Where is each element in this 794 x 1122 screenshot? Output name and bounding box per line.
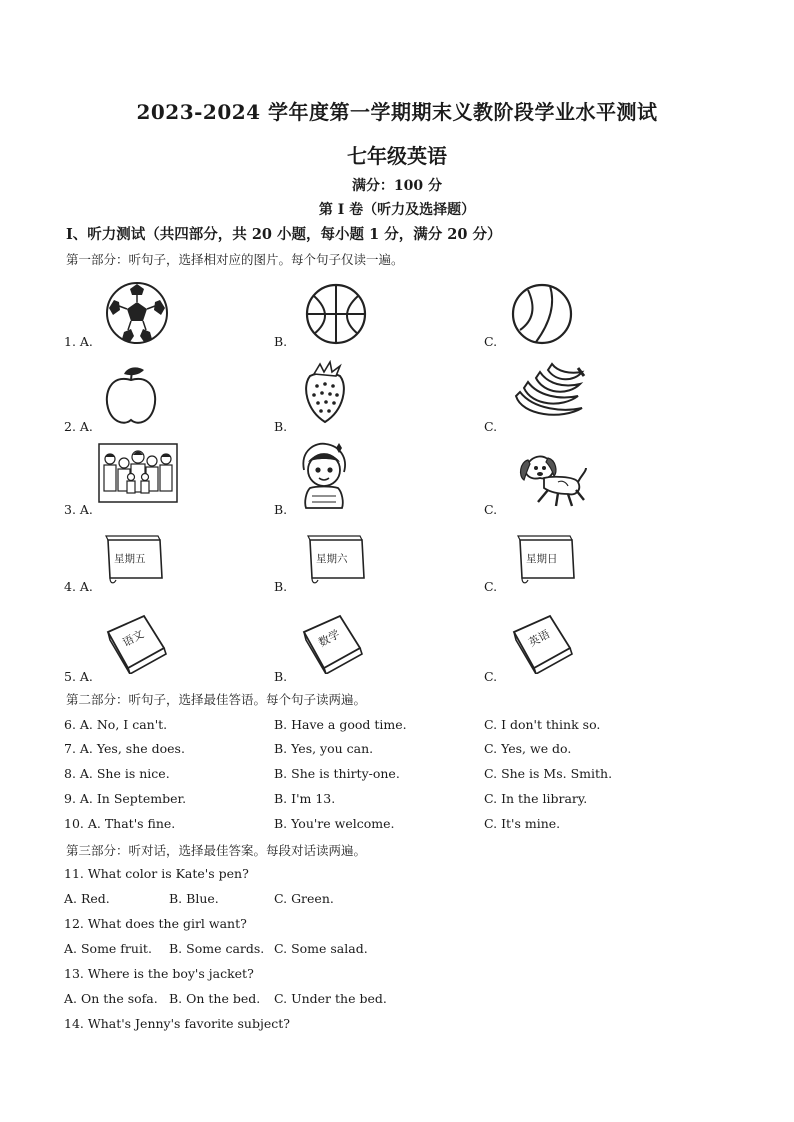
ball-image [510, 282, 574, 346]
q10-option-c: C. It's mine. [484, 816, 561, 831]
basketball-image [304, 282, 368, 346]
q1-option-a: 1. A. [64, 334, 93, 349]
q4-option-a: 4. A. [64, 579, 93, 594]
q14-question: 14. What's Jenny's favorite subject? [64, 1016, 290, 1031]
part3-instruction: 第三部分：听对话，选择最佳答案。每段对话读两遍。 [66, 843, 367, 858]
calendar-label: 星期五 [114, 553, 146, 565]
q2-option-c: C. [484, 419, 498, 434]
book-label: 英语 [526, 627, 552, 650]
full-score: 满分：100 分 [351, 178, 443, 194]
q7-option-b: B. Yes, you can. [274, 741, 374, 756]
q6-option-a: 6. A. No, I can't. [64, 717, 168, 732]
q7-option-c: C. Yes, we do. [484, 741, 572, 756]
family-image [98, 443, 178, 503]
bananas-image [512, 362, 586, 422]
q5-option-c: C. [484, 669, 498, 684]
q11-option-c: C. Green. [274, 891, 334, 906]
q6-option-c: C. I don't think so. [484, 717, 601, 732]
q12-option-c: C. Some salad. [274, 941, 368, 956]
q11-question: 11. What color is Kate's pen? [64, 866, 249, 881]
apple-image [100, 364, 162, 428]
book-label: 语文 [120, 627, 146, 650]
book-english-image [508, 612, 574, 674]
part1-instruction: 第一部分：听句子，选择相对应的图片。每个句子仅读一遍。 [66, 252, 404, 267]
part2-instruction: 第二部分：听句子，选择最佳答语。每个句子读两遍。 [66, 692, 367, 707]
q10-option-a: 10. A. That's fine. [64, 816, 176, 831]
calendar-label: 星期六 [316, 553, 348, 565]
q6-option-b: B. Have a good time. [274, 717, 407, 732]
book-label: 数学 [316, 627, 342, 650]
q9-option-a: 9. A. In September. [64, 791, 187, 806]
calendar-saturday-image [302, 532, 370, 586]
q12-question: 12. What does the girl want? [64, 916, 247, 931]
q2-option-b: B. [274, 419, 288, 434]
q10-option-b: B. You're welcome. [274, 816, 395, 831]
calendar-friday-image [100, 532, 168, 586]
girl-image [296, 440, 352, 510]
q11-option-b: B. Blue. [169, 891, 219, 906]
section-heading: I、听力测试（共四部分，共 20 小题，每小题 1 分，满分 20 分） [66, 226, 502, 243]
q13-option-b: B. On the bed. [169, 991, 261, 1006]
q13-question: 13. Where is the boy's jacket? [64, 966, 254, 981]
dog-image [508, 446, 588, 508]
q3-option-a: 3. A. [64, 502, 93, 517]
book-math-image [298, 612, 364, 674]
q3-option-b: B. [274, 502, 288, 517]
q11-option-a: A. Red. [64, 891, 110, 906]
q2-option-a: 2. A. [64, 419, 93, 434]
soccer-ball-image [104, 280, 170, 346]
q3-option-c: C. [484, 502, 498, 517]
q9-option-b: B. I'm 13. [274, 791, 336, 806]
q9-option-c: C. In the library. [484, 791, 588, 806]
q13-option-c: C. Under the bed. [274, 991, 387, 1006]
q12-option-b: B. Some cards. [169, 941, 265, 956]
q8-option-c: C. She is Ms. Smith. [484, 766, 613, 781]
exam-subtitle: 七年级英语 [347, 144, 447, 168]
q12-option-a: A. Some fruit. [64, 941, 152, 956]
q7-option-a: 7. A. Yes, she does. [64, 741, 185, 756]
q5-option-a: 5. A. [64, 669, 93, 684]
book-chinese-image [102, 612, 168, 674]
q4-option-c: C. [484, 579, 498, 594]
q1-option-c: C. [484, 334, 498, 349]
strawberry-image [300, 360, 350, 426]
exam-title: 2023-2024 学年度第一学期期末义教阶段学业水平测试 [136, 100, 658, 124]
calendar-label: 星期日 [526, 553, 558, 565]
volume-label: 第 I 卷（听力及选择题） [318, 202, 476, 218]
q5-option-b: B. [274, 669, 288, 684]
q13-option-a: A. On the sofa. [64, 991, 158, 1006]
q4-option-b: B. [274, 579, 288, 594]
calendar-sunday-image [512, 532, 580, 586]
q8-option-b: B. She is thirty-one. [274, 766, 400, 781]
q8-option-a: 8. A. She is nice. [64, 766, 170, 781]
q1-option-b: B. [274, 334, 288, 349]
